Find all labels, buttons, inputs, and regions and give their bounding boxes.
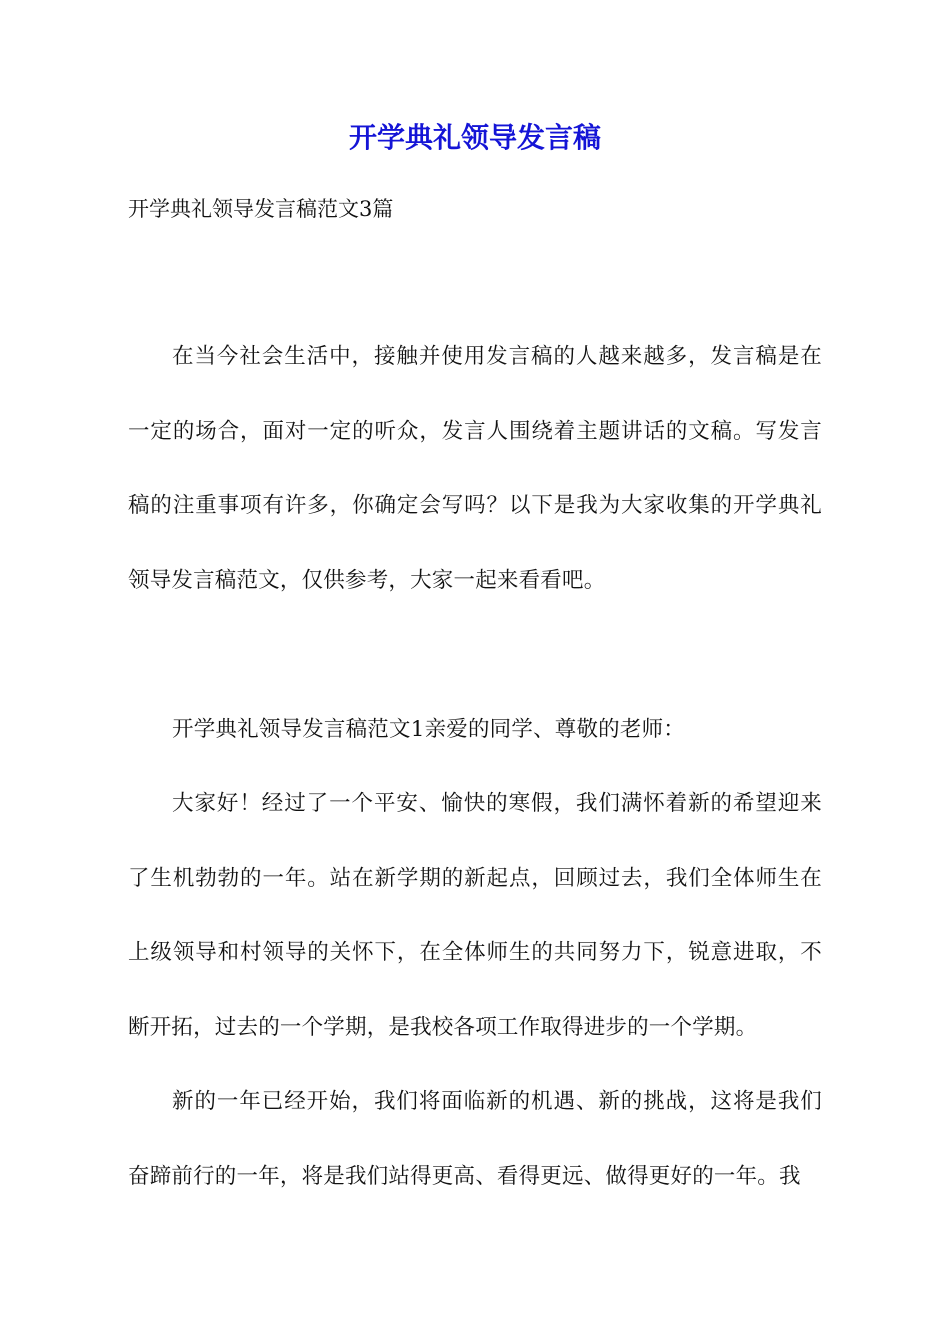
speech-heading-paragraph: 开学典礼领导发言稿范文1亲爱的同学、尊敬的老师： — [172, 717, 685, 742]
intro-paragraph: 在当今社会生活中，接触并使用发言稿的人越来越多，发言稿是在一定的场合，面对一定的听众，发言人围绕着主题讲话的文稿。写发言稿的注重事项有许多，你确定会写吗？以下是我为大家收集的开学典礼领导发言稿范文，仅供参考，大家一起来看看吧。 — [128, 344, 822, 593]
new-year-paragraph: 新的一年已经开始，我们将面临新的机遇、新的挑战，这将是我们奋蹄前行的一年，将是我们站得更高、看得更远、做得更好的一年。我 — [128, 1089, 822, 1189]
document-subtitle: 开学典礼领导发言稿范文3篇 — [128, 197, 394, 221]
document-title: 开学典礼领导发言稿 — [348, 121, 601, 154]
greeting-paragraph: 大家好！经过了一个平安、愉快的寒假，我们满怀着新的希望迎来了生机勃勃的一年。站在新学期的新起点，回顾过去，我们全体师生在上级领导和村领导的关怀下，在全体师生的共同努力下，锐意进取，不断开拓，过去的一个学期，是我校各项工作取得进步的一个学期。 — [128, 791, 822, 1040]
